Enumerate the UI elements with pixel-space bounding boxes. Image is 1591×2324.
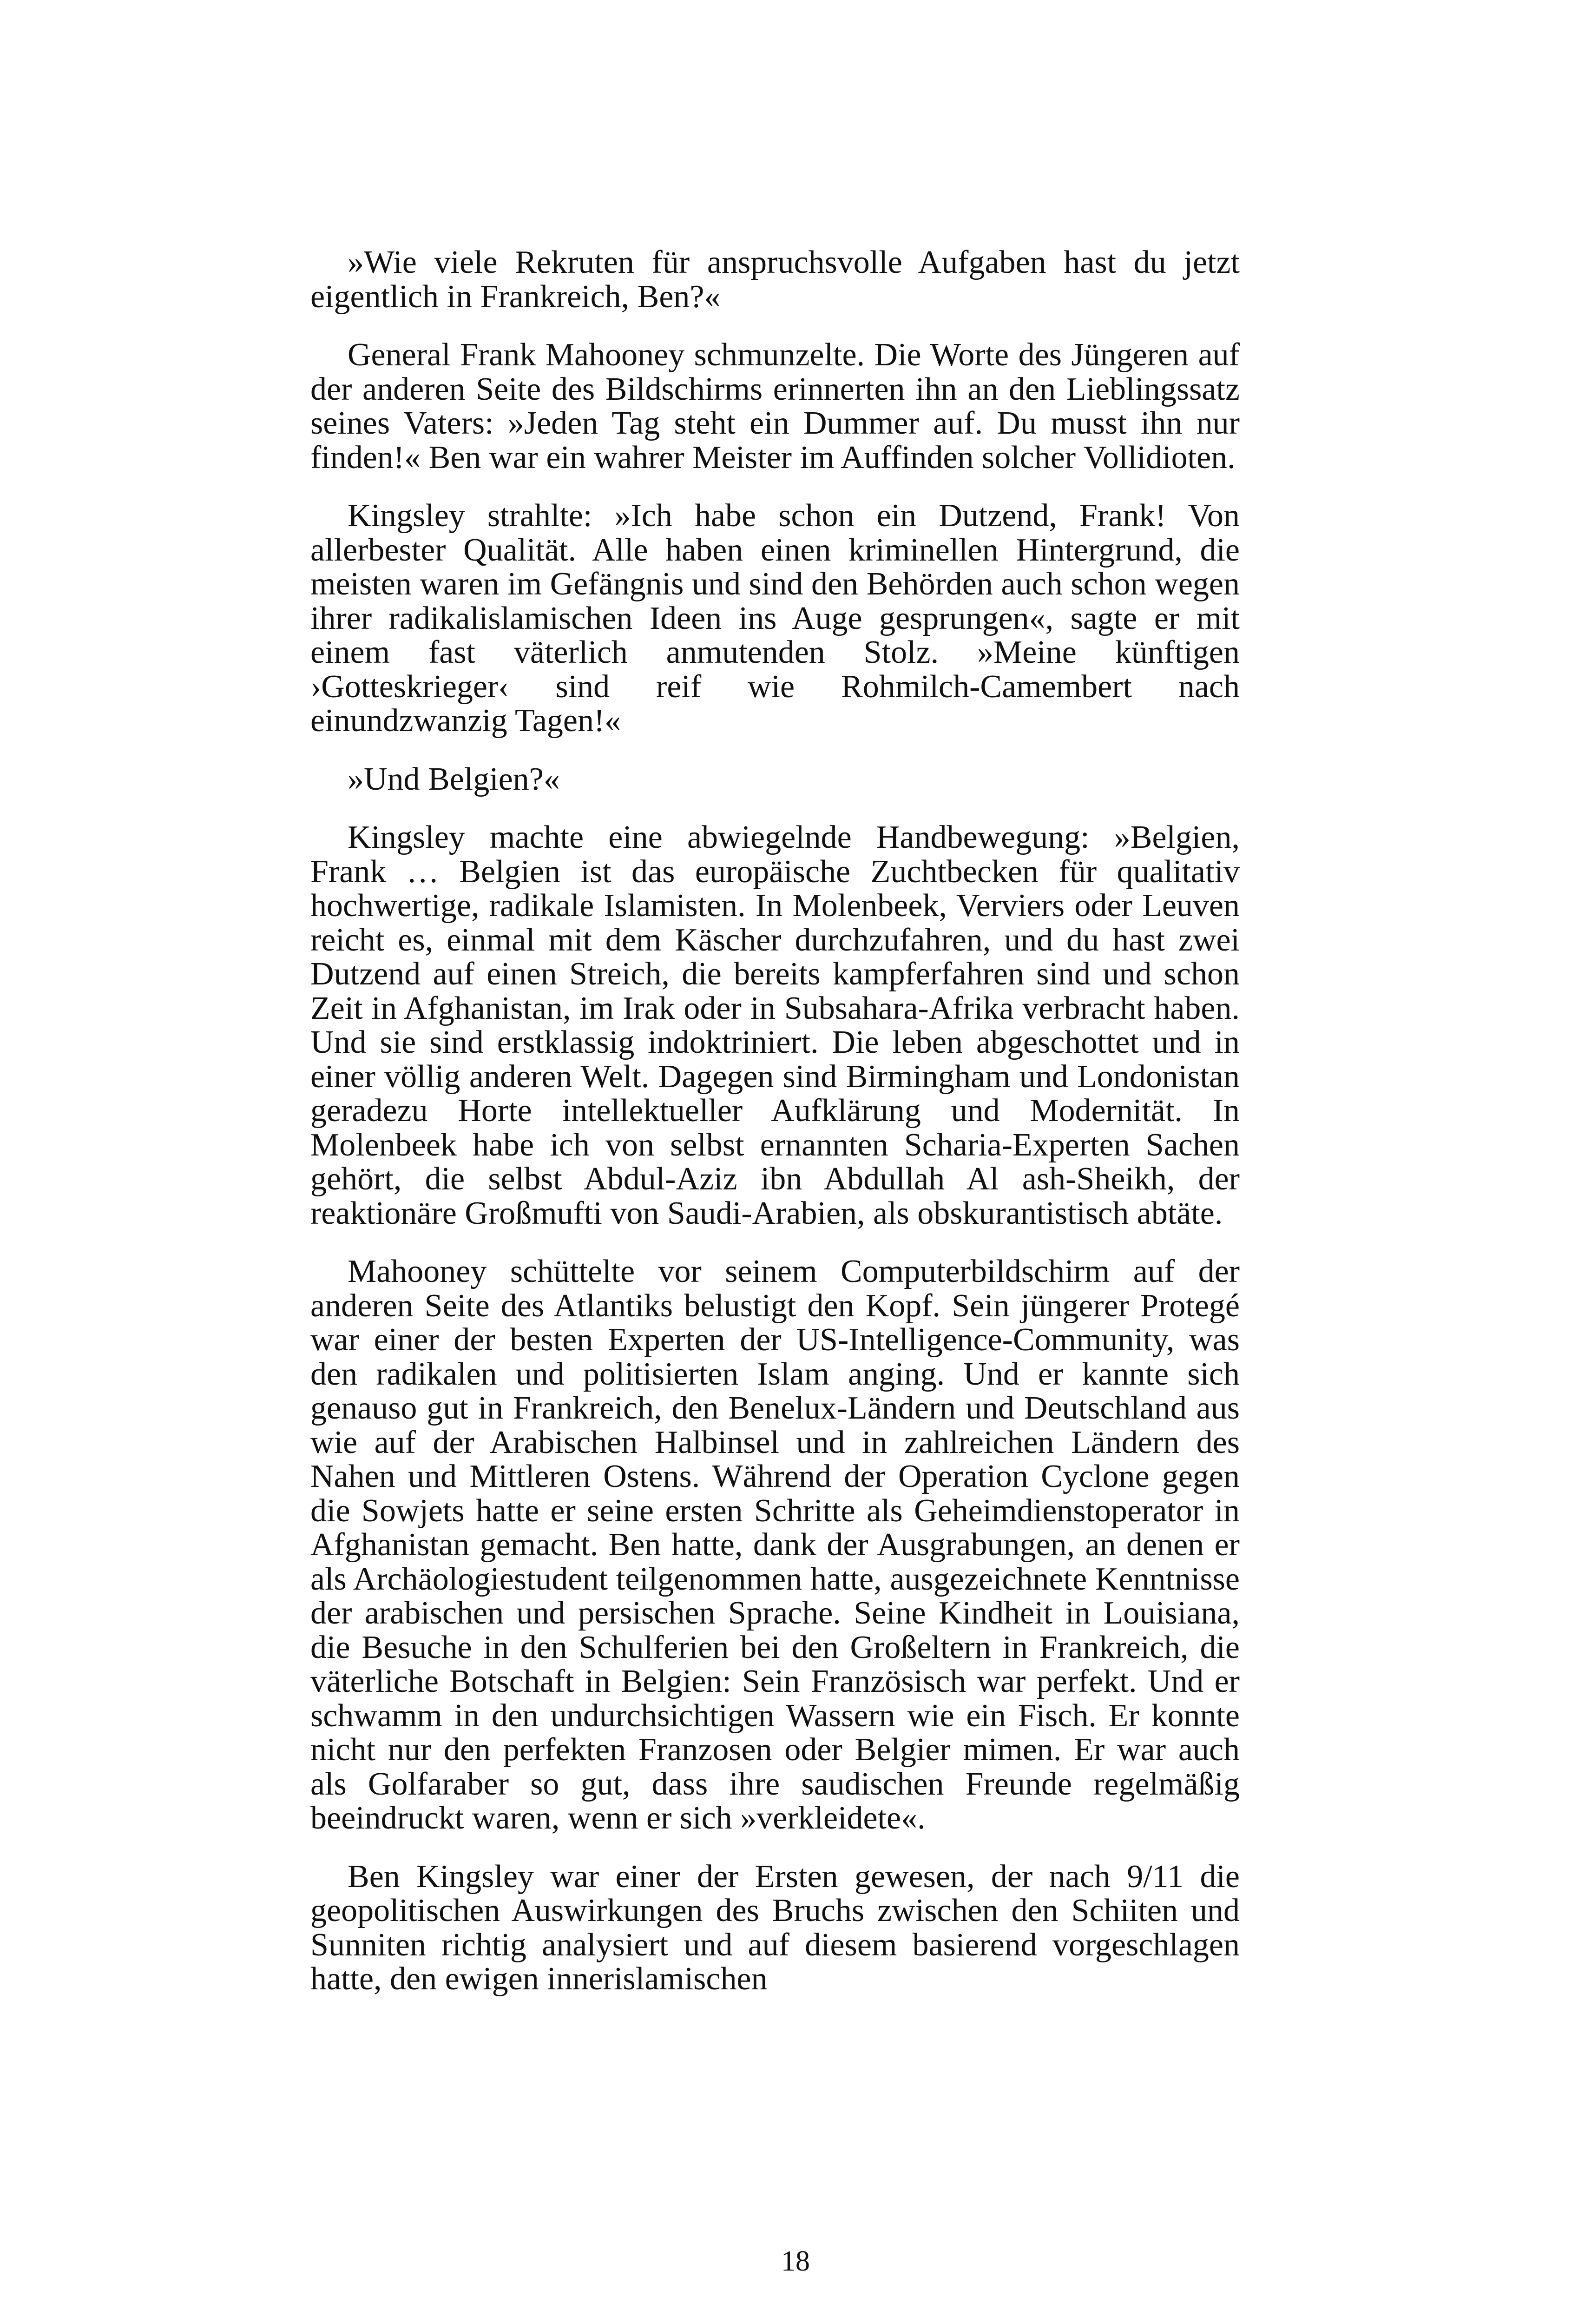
paragraph-mahooney-smiles: General Frank Mahooney schmunzelte. Die Worte des Jüngeren auf der anderen Seite des Bildschirms erinnerten ihn an den Lieblingssatz seines Vaters: »Jeden Tag steht ein Dummer auf. Du musst ihn nur finden!« Ben war ein wahrer Meister im Auffinden solcher Vollidioten. xyxy=(310,337,1240,475)
paragraph-kingsley-dozen: Kingsley strahlte: »Ich habe schon ein Dutzend, Frank! Von allerbester Qualität. Alle haben einen kriminellen Hintergrund, die meisten waren im Gefängnis und sind den Behörden auch schon wegen ihrer radikalislamischen Ideen ins Auge gesprungen«, sagte er mit einem fast väterlich anmutenden Stolz. »Meine künftigen ›Gotteskrieger‹ sind reif wie Rohmilch-Camembert nach einundzwanzig Tagen!« xyxy=(310,498,1240,739)
paragraph-mahooney-protege: Mahooney schüttelte vor seinem Computerbildschirm auf der anderen Seite des Atlantiks belustigt den Kopf. Sein jüngerer Protegé war einer der besten Experten der US-Intelligence-Community, was den radikalen und politisierten Islam anging. Und er kannte sich genauso gut in Frankreich, den Benelux-Ländern und Deutschland aus wie auf der Arabischen Halbinsel und in zahlreichen Ländern des Nahen und Mittleren Ostens. Während der Operation Cyclone gegen die Sowjets hatte er seine ersten Schritte als Geheimdienstoperator in Afghanistan gemacht. Ben hatte, dank der Ausgrabungen, an denen er als Archäologiestudent teilgenommen hatte, ausgezeichnete Kenntnisse der arabischen und persischen Sprache. Seine Kindheit in Louisiana, die Besuche in den Schulferien bei den Großeltern in Frankreich, die väterliche Botschaft in Belgien: Sein Französisch war perfekt. Und er schwamm in den undurchsichtigen Wassern wie ein Fisch. Er konnte nicht nur den perfekten Franzosen oder Belgier mimen. Er war auch als Golfaraber so gut, dass ihre saudischen Freunde regelmäßig beeindruckt waren, wenn er sich »verkleidete«. xyxy=(310,1254,1240,1836)
body-text xyxy=(310,245,1240,1996)
paragraph-belgium-answer: Kingsley machte eine abwiegelnde Handbewegung: »Belgien, Frank … Belgien ist das europäische Zuchtbecken für qualitativ hochwertige, radikale Islamisten. In Molenbeek, Verviers oder Leuven reicht es, einmal mit dem Käscher durchzufahren, und du hast zwei Dutzend auf einen Streich, die bereits kampferfahren sind und schon Zeit in Afghanistan, im Irak oder in Subsahara-Afrika verbracht haben. Und sie sind erstklassig indoktriniert. Die leben abgeschottet und in einer völlig anderen Welt. Dagegen sind Birmingham und Londonistan geradezu Horte intellektueller Aufklärung und Modernität. In Molenbeek habe ich von selbst ernannten Scharia-Experten Sachen gehört, die selbst Abdul-Aziz ibn Abdullah Al ash-Sheikh, der reaktionäre Großmufti von Saudi-Arabien, als obskurantistisch abtäte. xyxy=(310,819,1240,1231)
page-number: 18 xyxy=(781,2245,810,2277)
paragraph-kingsley-9-11: Ben Kingsley war einer der Ersten gewesen, der nach 9/11 die geopolitischen Auswirkungen des Bruchs zwischen den Schiiten und Sunniten richtig analysiert und auf diesem basierend vorgeschlagen hatte, den ewigen innerislamischen xyxy=(310,1858,1240,1997)
paragraph-question-recruits: »Wie viele Rekruten für anspruchsvolle Aufgaben hast du jetzt eigentlich in Frankreich, Ben?« xyxy=(310,244,1240,315)
paragraph-question-belgium: »Und Belgien?« xyxy=(348,761,560,797)
